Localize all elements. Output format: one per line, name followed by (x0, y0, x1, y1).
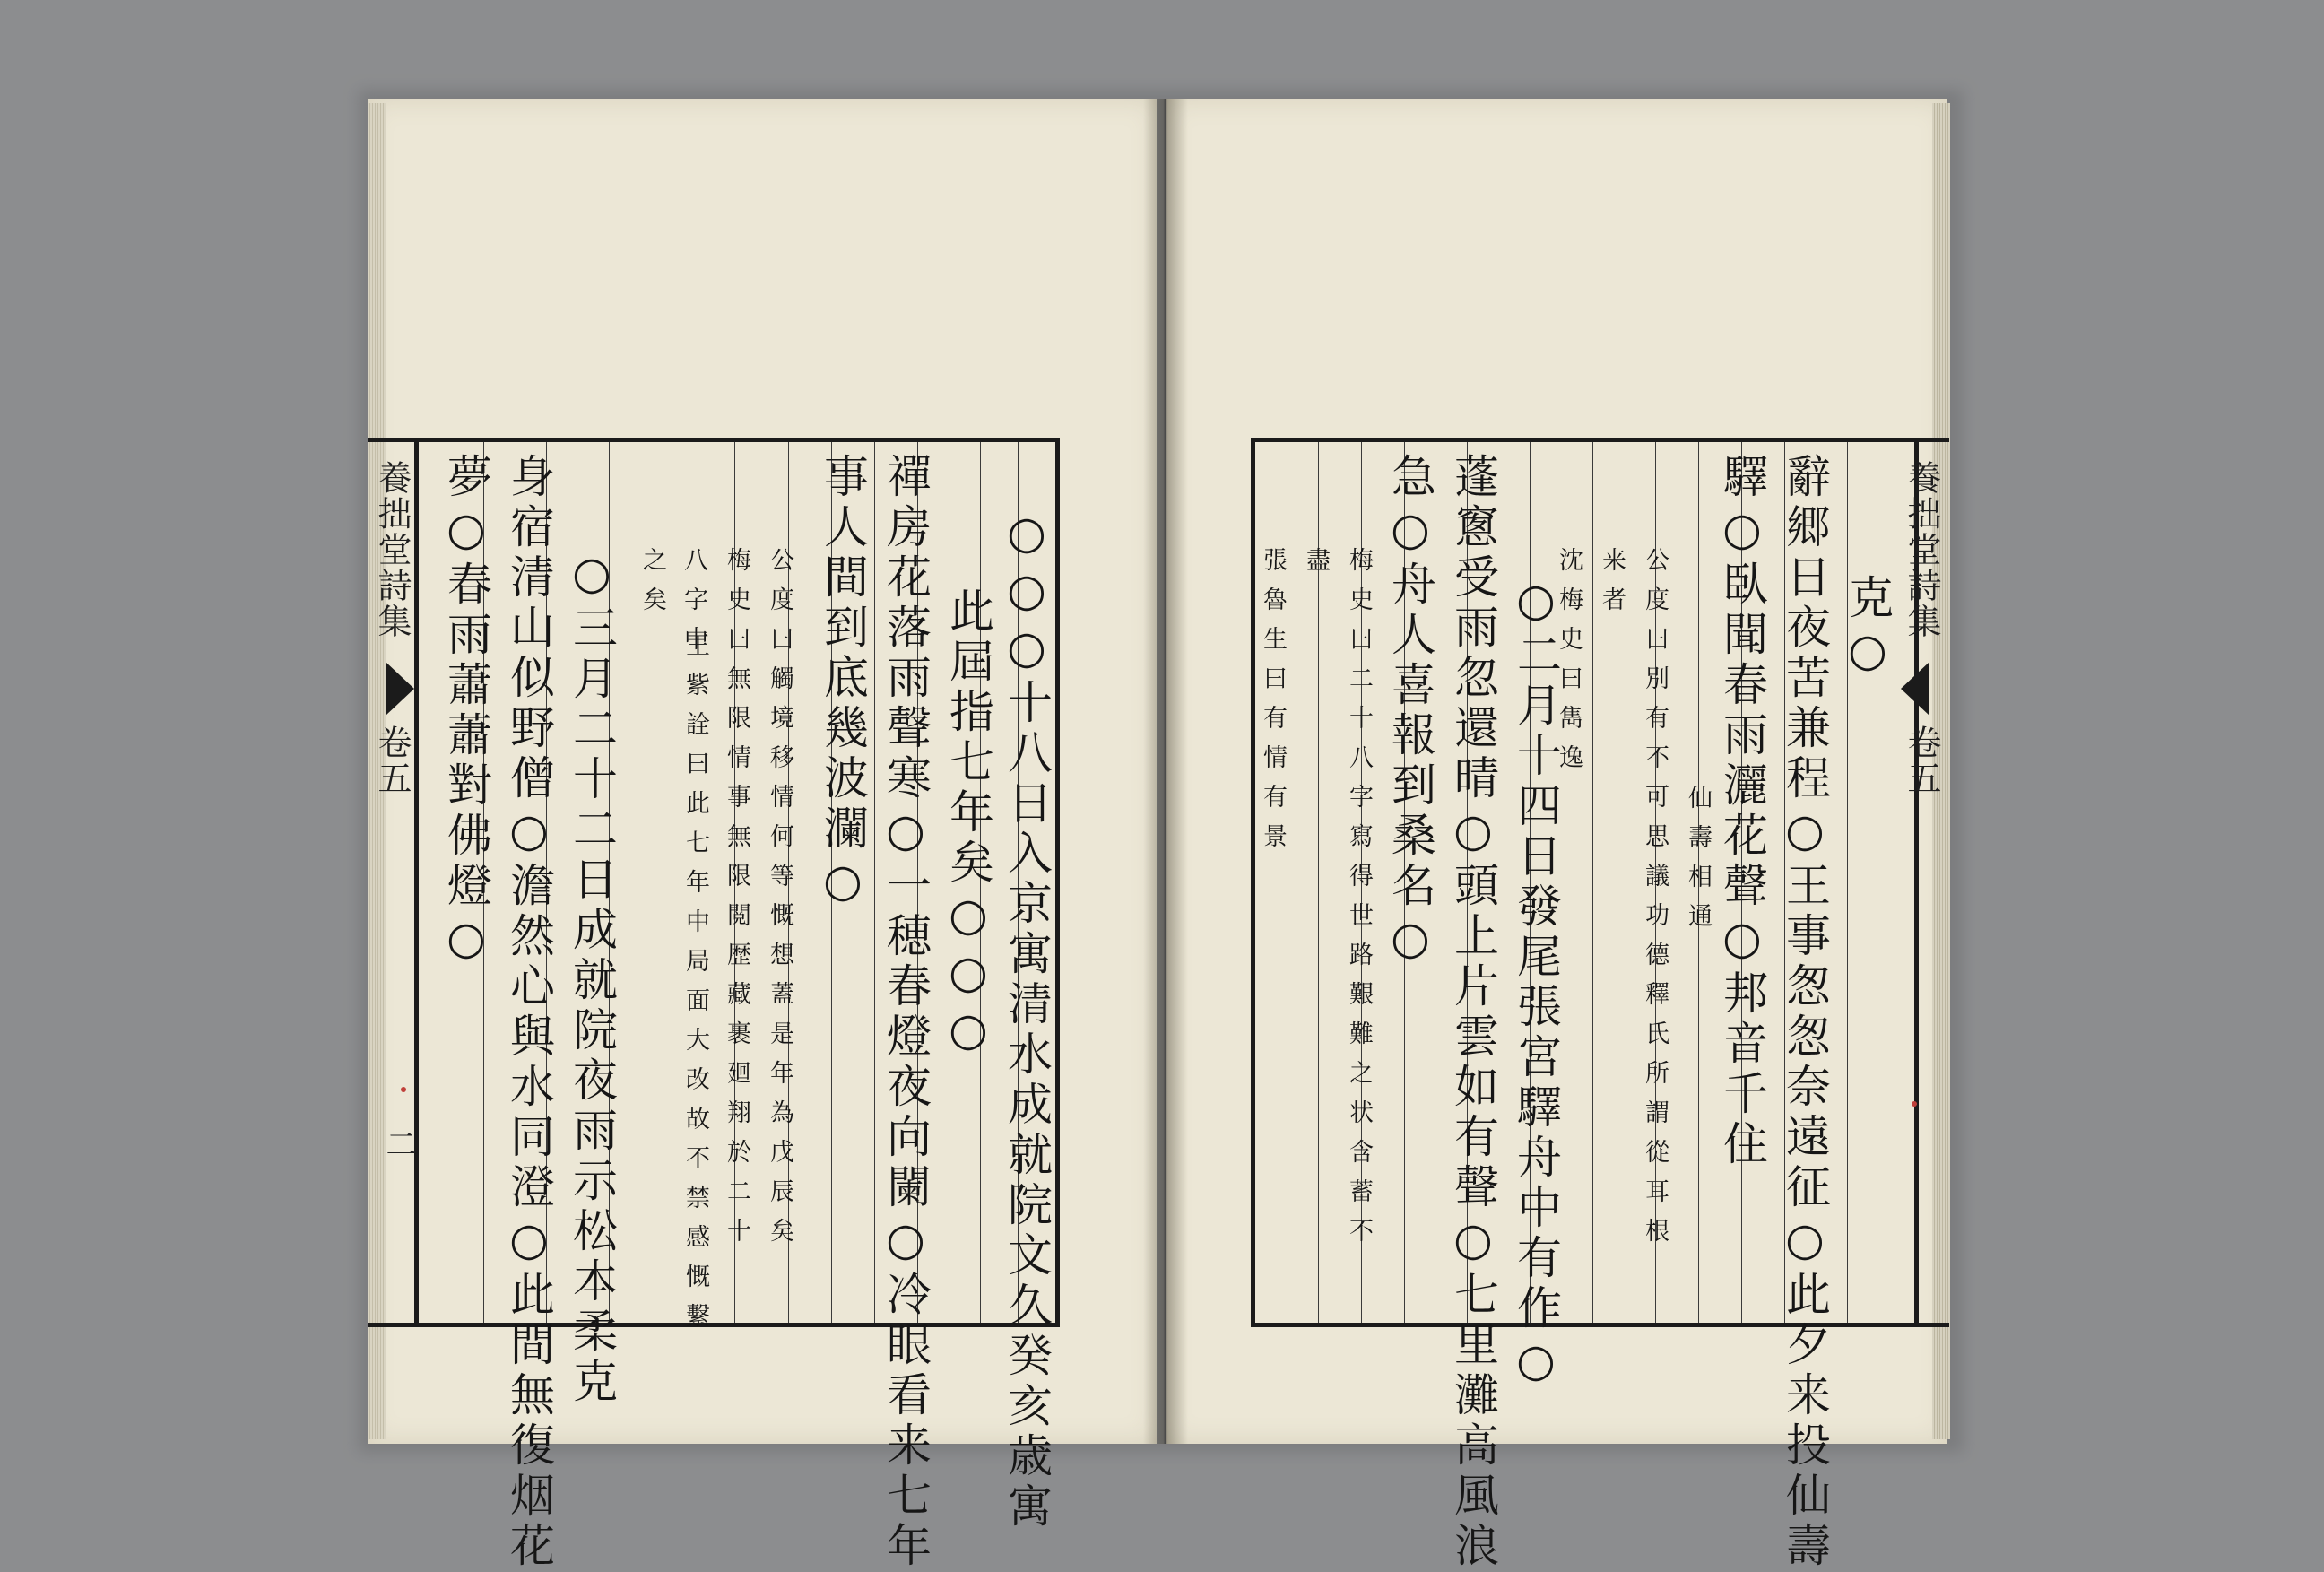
left-red-mark (401, 1087, 406, 1092)
left-volume-label: 卷五 (372, 725, 412, 796)
left-note-2: 梅史曰無限情事無限閲歴藏裹廻翔於二十 (723, 547, 750, 1257)
left-fore-edge-strip (368, 438, 416, 1327)
right-note-1: 仙壽相通 (1684, 785, 1712, 942)
right-book-title: 養拙堂詩集 (1902, 460, 1941, 639)
right-col-6: 急○舟人喜報到桑名○ (1384, 453, 1436, 969)
right-volume-label: 卷五 (1902, 725, 1941, 796)
right-note-3: 来者 (1598, 547, 1626, 626)
right-note-4: 沈梅史曰雋逸 (1555, 547, 1583, 784)
right-col-5: 蓬窻受雨忽還晴○頭上片雲如有聲○七里灘高風浪 (1447, 453, 1499, 1572)
left-col-4: 禪房花落雨聲寒○一穂春燈夜向闌○冷眼看来七年 (880, 453, 932, 1572)
right-note-2: 公度曰別有不可思議功德釋氏所謂從耳根 (1641, 547, 1669, 1257)
left-col-2: 此屆指七年矣○○○ (942, 587, 994, 1061)
left-note-1: 公度曰觸境移情何等慨想蓋是年為戊辰矣 (766, 547, 793, 1257)
left-note-4: 王紫詮曰此七年中局面大改故不禁感慨繫 (681, 632, 709, 1342)
right-fishtail-mark (1901, 662, 1929, 716)
left-col-1: ○○○十八日入京寓清水成就院文久癸亥歳寓 (1001, 507, 1053, 1533)
left-note-5: 之矣 (638, 547, 666, 626)
right-note-6: 盡 (1302, 547, 1330, 586)
left-fishtail-mark (386, 662, 414, 716)
left-note-3: 八字中 (680, 547, 707, 665)
left-col-3: 事人間到底幾波瀾○ (817, 453, 869, 912)
left-col-5: ○三月二十二日成就院夜雨示松本柔克 (566, 547, 618, 1408)
left-col-6: 身宿清山似野僧○澹然心與水同澄○此間無復烟花 (503, 453, 555, 1572)
right-col-2: 辭郷日夜苦兼程○王事怱怱奈遠征○此夕来投仙壽 (1779, 453, 1831, 1572)
left-page-number: 二 (380, 1128, 416, 1159)
right-fore-edge-strip (1901, 438, 1949, 1327)
book-gutter (1143, 99, 1188, 1444)
right-note-7: 張魯生曰有情有景 (1259, 547, 1287, 863)
right-col-4: ○二月十四日發尾張宮驛舟中有作○ (1510, 574, 1562, 1392)
right-col-3: 驛○臥聞春雨灑花聲○邦音千住 (1716, 453, 1768, 1170)
right-col-1: 克○ (1842, 574, 1894, 682)
left-book-title: 養拙堂詩集 (372, 460, 412, 639)
right-note-5: 梅史曰二十八字寫得世路艱難之状含蓄不 (1345, 547, 1373, 1257)
right-red-mark (1912, 1101, 1917, 1107)
left-col-7: 夢○春雨蕭蕭對佛燈○ (440, 453, 492, 969)
